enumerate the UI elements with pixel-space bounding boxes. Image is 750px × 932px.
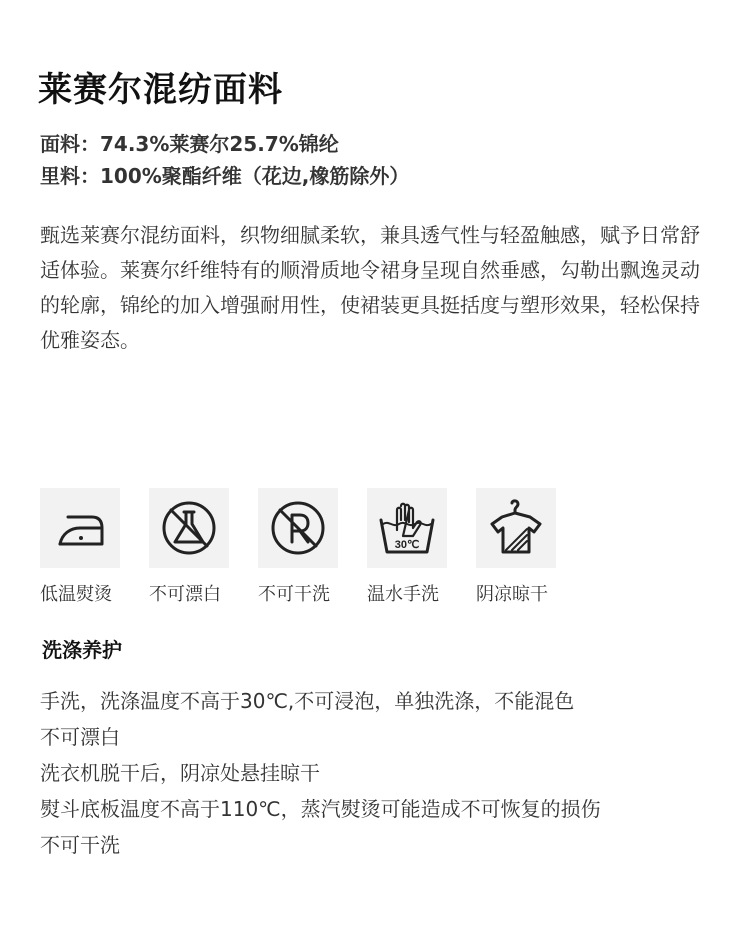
shade-hang-dry-icon <box>476 488 556 568</box>
care-icon-label: 温水手洗 <box>367 584 439 605</box>
care-icon-item <box>367 488 447 606</box>
care-icon-item <box>258 488 338 606</box>
care-icon-label: 不可漂白 <box>149 584 221 605</box>
fabric-spec: 面料：74.3%莱赛尔25.7%锦纶 <box>40 132 339 156</box>
care-icon-label: 低温熨烫 <box>40 584 112 605</box>
care-icon-row <box>40 488 585 606</box>
care-instruction: 不可漂白 <box>40 725 120 749</box>
page-title: 莱赛尔混纺面料 <box>38 70 283 110</box>
do-not-dry-clean-icon <box>258 488 338 568</box>
care-instruction: 不可干洗 <box>40 833 120 857</box>
care-instructions <box>40 683 601 863</box>
wash-temp-symbol: 30℃ <box>394 539 420 551</box>
low-heat-iron-icon <box>40 488 120 568</box>
care-icon-item <box>149 488 229 606</box>
care-instruction: 洗衣机脱干后，阴凉处悬挂晾干 <box>40 761 320 785</box>
hand-wash-30c-icon <box>367 488 447 568</box>
care-icon-item <box>40 488 120 606</box>
care-instruction: 熨斗底板温度不高于110℃，蒸汽熨烫可能造成不可恢复的损伤 <box>40 797 601 821</box>
care-icon-label: 阴凉晾干 <box>476 584 548 605</box>
lining-spec: 里料：100%聚酯纤维（花边,橡筋除外） <box>40 164 410 188</box>
care-icon-item <box>476 488 556 606</box>
fabric-specs <box>40 128 409 192</box>
do-not-bleach-icon <box>149 488 229 568</box>
fabric-description: 甄选莱赛尔混纺面料，织物细腻柔软，兼具透气性与轻盈触感，赋予日常舒适体验。莱赛尔纤维特有的顺滑质地令裙身呈现自然垂感，勾勒出飘逸灵动的轮廓，锦纶的加入增强耐用性，使裙装更具挺括度与塑形效果，轻松保持优雅姿态。 <box>40 223 700 352</box>
care-heading: 洗涤养护 <box>42 638 122 662</box>
care-icon-label: 不可干洗 <box>258 584 330 605</box>
care-instruction: 手洗，洗涤温度不高于30℃,不可浸泡，单独洗涤，不能混色 <box>40 689 575 713</box>
